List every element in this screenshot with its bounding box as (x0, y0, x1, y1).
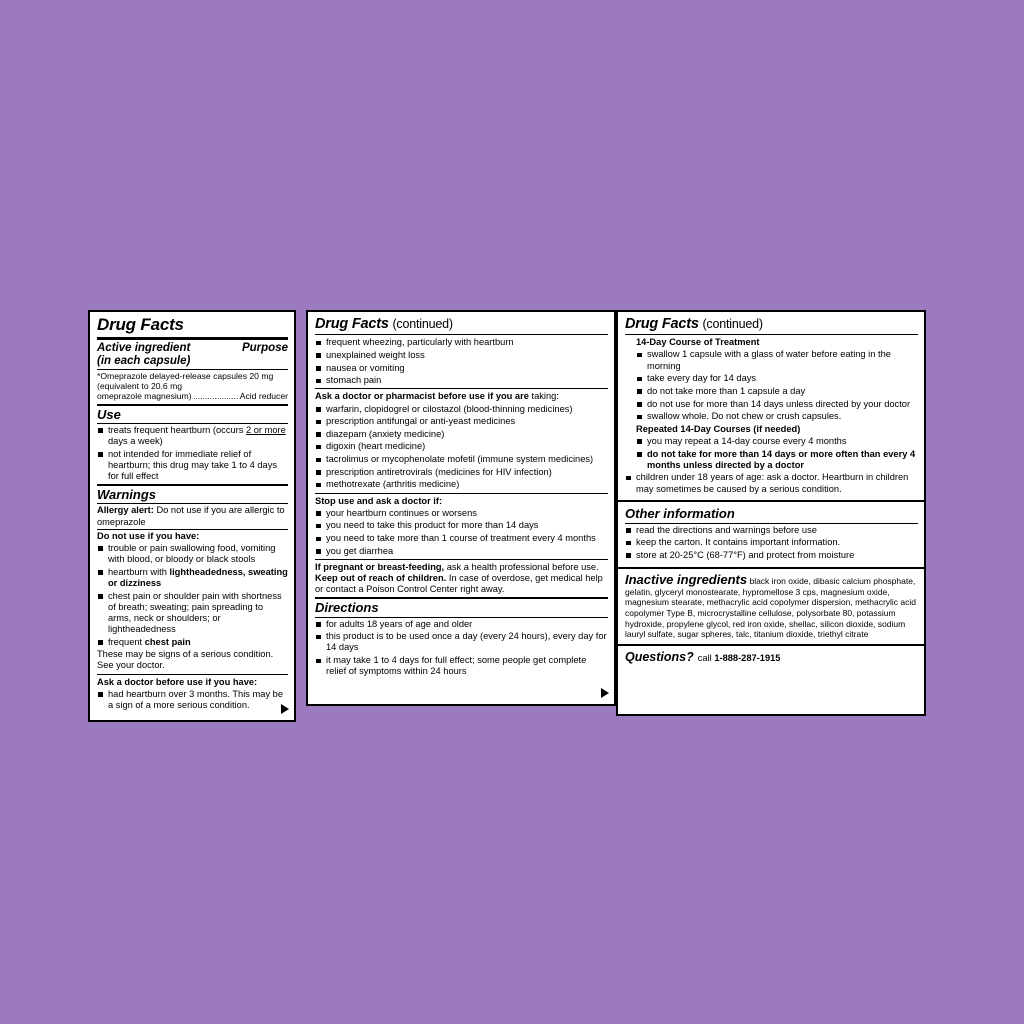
list-item: warfarin, clopidogrel or cilostazol (blood-thinning medicines) (315, 404, 608, 415)
other-information-title: Other information (625, 506, 735, 522)
list-item: stomach pain (315, 375, 608, 386)
list-item: digoxin (heart medicine) (315, 441, 608, 452)
list-item: read the directions and warnings before use (625, 525, 918, 536)
children-note-list (625, 472, 918, 494)
inactive-ingredients-title: Inactive ingredients (625, 571, 748, 587)
pregnancy-warning (315, 562, 608, 573)
list-item: heartburn with lightheadedness, sweating or dizziness (97, 567, 288, 589)
use-underline-phrase: 2 or more (245, 424, 286, 435)
list-item: for adults 18 years of age and older (315, 619, 608, 630)
other-information-list (625, 525, 918, 561)
do-not-use-list (97, 543, 288, 648)
questions-phone-number[interactable]: 1-888-287-1915 (714, 652, 781, 663)
questions-label: Questions? (625, 649, 694, 664)
list-item: treats frequent heartburn (occurs 2 or more days a week) (97, 425, 288, 447)
list-item: frequent chest pain (97, 637, 288, 648)
list-item: children under 18 years of age: ask a doctor. Heartburn in children may sometimes be caused by a serious condition. (625, 472, 918, 494)
drug-facts-panel-continued-1 (306, 310, 616, 706)
questions-call-prefix: call (697, 652, 712, 663)
list-item: do not take for more than 14 days or more often than every 4 months unless directed by a doctor (636, 449, 918, 471)
ask-doctor-list (97, 689, 288, 711)
purpose-value: Acid reducer (239, 391, 288, 402)
panel3-title-suffix: (continued) (702, 317, 763, 331)
ingredient-line-2: (equivalent to 20.6 mg (97, 380, 183, 391)
panel2-title (315, 316, 608, 332)
divider (315, 559, 608, 560)
divider (97, 369, 288, 370)
allergy-alert (97, 505, 288, 527)
divider (315, 617, 608, 618)
ask-doctor-pharmacist-bold: Ask a doctor or pharmacist before use if you are (315, 391, 529, 402)
repeated-courses-list (625, 436, 918, 471)
list-item: you need to take more than 1 course of treatment every 4 months (315, 533, 608, 544)
use-section-title: Use (97, 406, 121, 422)
keep-out-of-reach (315, 573, 608, 595)
divider (315, 334, 608, 335)
list-item: chest pain or shoulder pain with shortness of breath; sweating; pain spreading to arms, neck or shoulders; or lightheadedness (97, 591, 288, 636)
list-item: methotrexate (arthritis medicine) (315, 479, 608, 490)
panel2-title-main: Drug Facts (315, 316, 389, 332)
list-item: store at 20-25°C (68-77°F) and protect from moisture (625, 550, 918, 561)
list-item: prescription antiretrovirals (medicines for HIV infection) (315, 467, 608, 478)
continuation-arrow-icon (281, 704, 289, 714)
list-item: this product is to be used once a day (every 24 hours), every day for 14 days (315, 631, 608, 653)
pregnancy-warning-bold: If pregnant or breast-feeding, (315, 561, 445, 572)
panel3-title (625, 316, 918, 332)
divider (97, 529, 288, 530)
symptom-list (315, 337, 608, 386)
active-ingredient-sublabel: (in each capsule) (97, 354, 191, 367)
divider (625, 334, 918, 335)
active-ingredient-details (97, 371, 288, 402)
ask-doctor-pharmacist-label (315, 391, 608, 402)
do-not-use-label: Do not use if you have: (97, 530, 200, 541)
divider (97, 404, 288, 406)
panel1-title: Drug Facts (97, 315, 184, 334)
pregnancy-warning-rest: ask a health professional before use. (446, 561, 599, 572)
divider (315, 493, 608, 494)
ingredient-line-3: omeprazole magnesium) (97, 391, 192, 402)
course-of-treatment-label: 14-Day Course of Treatment (636, 337, 760, 348)
active-ingredient-header (97, 342, 288, 368)
repeated-courses-label: Repeated 14-Day Courses (if needed) (636, 423, 801, 434)
list-item: your heartburn continues or worsens (315, 508, 608, 519)
ask-doctor-pharmacist-rest: taking: (531, 391, 559, 402)
ingredient-dots: ................... (192, 391, 239, 402)
divider (97, 674, 288, 675)
warnings-closing-text: These may be signs of a serious condition. See your doctor. (97, 649, 274, 671)
stop-use-list (315, 508, 608, 557)
warnings-section-title: Warnings (97, 487, 156, 503)
divider (97, 484, 288, 486)
course-of-treatment-list (625, 349, 918, 422)
list-item: swallow 1 capsule with a glass of water before eating in the morning (636, 349, 918, 371)
list-item: do not take more than 1 capsule a day (636, 386, 918, 397)
list-item: not intended for immediate relief of heartburn; this drug may take 1 to 4 days for full effect (97, 449, 288, 482)
continuation-arrow-icon (601, 688, 609, 698)
list-item: you get diarrhea (315, 546, 608, 557)
keep-out-bold: Keep out of reach of children. (315, 573, 447, 584)
allergy-alert-text: Do not use if you are allergic to omeprazole (97, 505, 285, 527)
purpose-label: Purpose (241, 341, 288, 354)
other-information-section (618, 500, 924, 566)
list-item: you may repeat a 14-day course every 4 months (636, 436, 918, 447)
list-item: diazepam (anxiety medicine) (315, 429, 608, 440)
drug-facts-panel-continued-2 (616, 310, 926, 716)
use-list (97, 425, 288, 482)
divider (97, 337, 288, 340)
inactive-ingredients-section (618, 567, 924, 644)
directions-section-title: Directions (315, 600, 379, 616)
divider (97, 503, 288, 504)
ingredient-line-1: *Omeprazole delayed-release capsules 20 mg (97, 370, 274, 381)
questions-section[interactable] (618, 644, 924, 668)
list-item: nausea or vomiting (315, 363, 608, 374)
panel2-title-suffix: (continued) (392, 317, 453, 331)
panel3-title-main: Drug Facts (625, 316, 699, 332)
active-ingredient-label: Active ingredient (97, 341, 191, 354)
list-item: frequent wheezing, particularly with heartburn (315, 337, 608, 348)
allergy-alert-label: Allergy alert: (97, 505, 154, 516)
stop-use-label: Stop use and ask a doctor if: (315, 495, 443, 506)
list-item: trouble or pain swallowing food, vomiting with blood, or bloody or black stools (97, 543, 288, 565)
inactive-ingredients-text: black iron oxide, dibasic calcium phosphate, gelatin, glyceryl monostearate, hypromellose 3 cps, magnesium oxide, magnesium stearate, methacrylic acid copolymer dispersion, methacrylic acid copolymer Type B, microcrystalline cellulose, polysorbate 80, potassium hydroxide, propylene glycol, red iron oxide, shellac, silicon dioxide, sodium lauryl sulfate, sugar spheres, talc, titanium dioxide, triethyl citrate (625, 575, 917, 640)
list-item: take every day for 14 days (636, 373, 918, 384)
divider (315, 388, 608, 389)
ask-doctor-pharmacist-list (315, 404, 608, 491)
divider (625, 523, 918, 524)
list-item: unexplained weight loss (315, 350, 608, 361)
list-item: prescription antifungal or anti-yeast medicines (315, 416, 608, 427)
divider (315, 597, 608, 599)
directions-list (315, 619, 608, 678)
list-item: it may take 1 to 4 days for full effect; some people get complete relief of symptoms within 24 hours (315, 655, 608, 677)
keep-out-rest: In case of overdose, get medical help or contact a Poison Control Center right away. (315, 573, 603, 595)
list-item: do not use for more than 14 days unless directed by your doctor (636, 399, 918, 410)
list-item: had heartburn over 3 months. This may be a sign of a more serious condition. (97, 689, 288, 711)
list-item: swallow whole. Do not chew or crush capsules. (636, 411, 918, 422)
list-item: keep the carton. It contains important information. (625, 537, 918, 548)
list-item: tacrolimus or mycophenolate mofetil (immune system medicines) (315, 454, 608, 465)
ask-doctor-label: Ask a doctor before use if you have: (97, 676, 258, 687)
list-item: you need to take this product for more than 14 days (315, 520, 608, 531)
divider (97, 423, 288, 424)
drug-facts-panel-primary (88, 310, 296, 722)
